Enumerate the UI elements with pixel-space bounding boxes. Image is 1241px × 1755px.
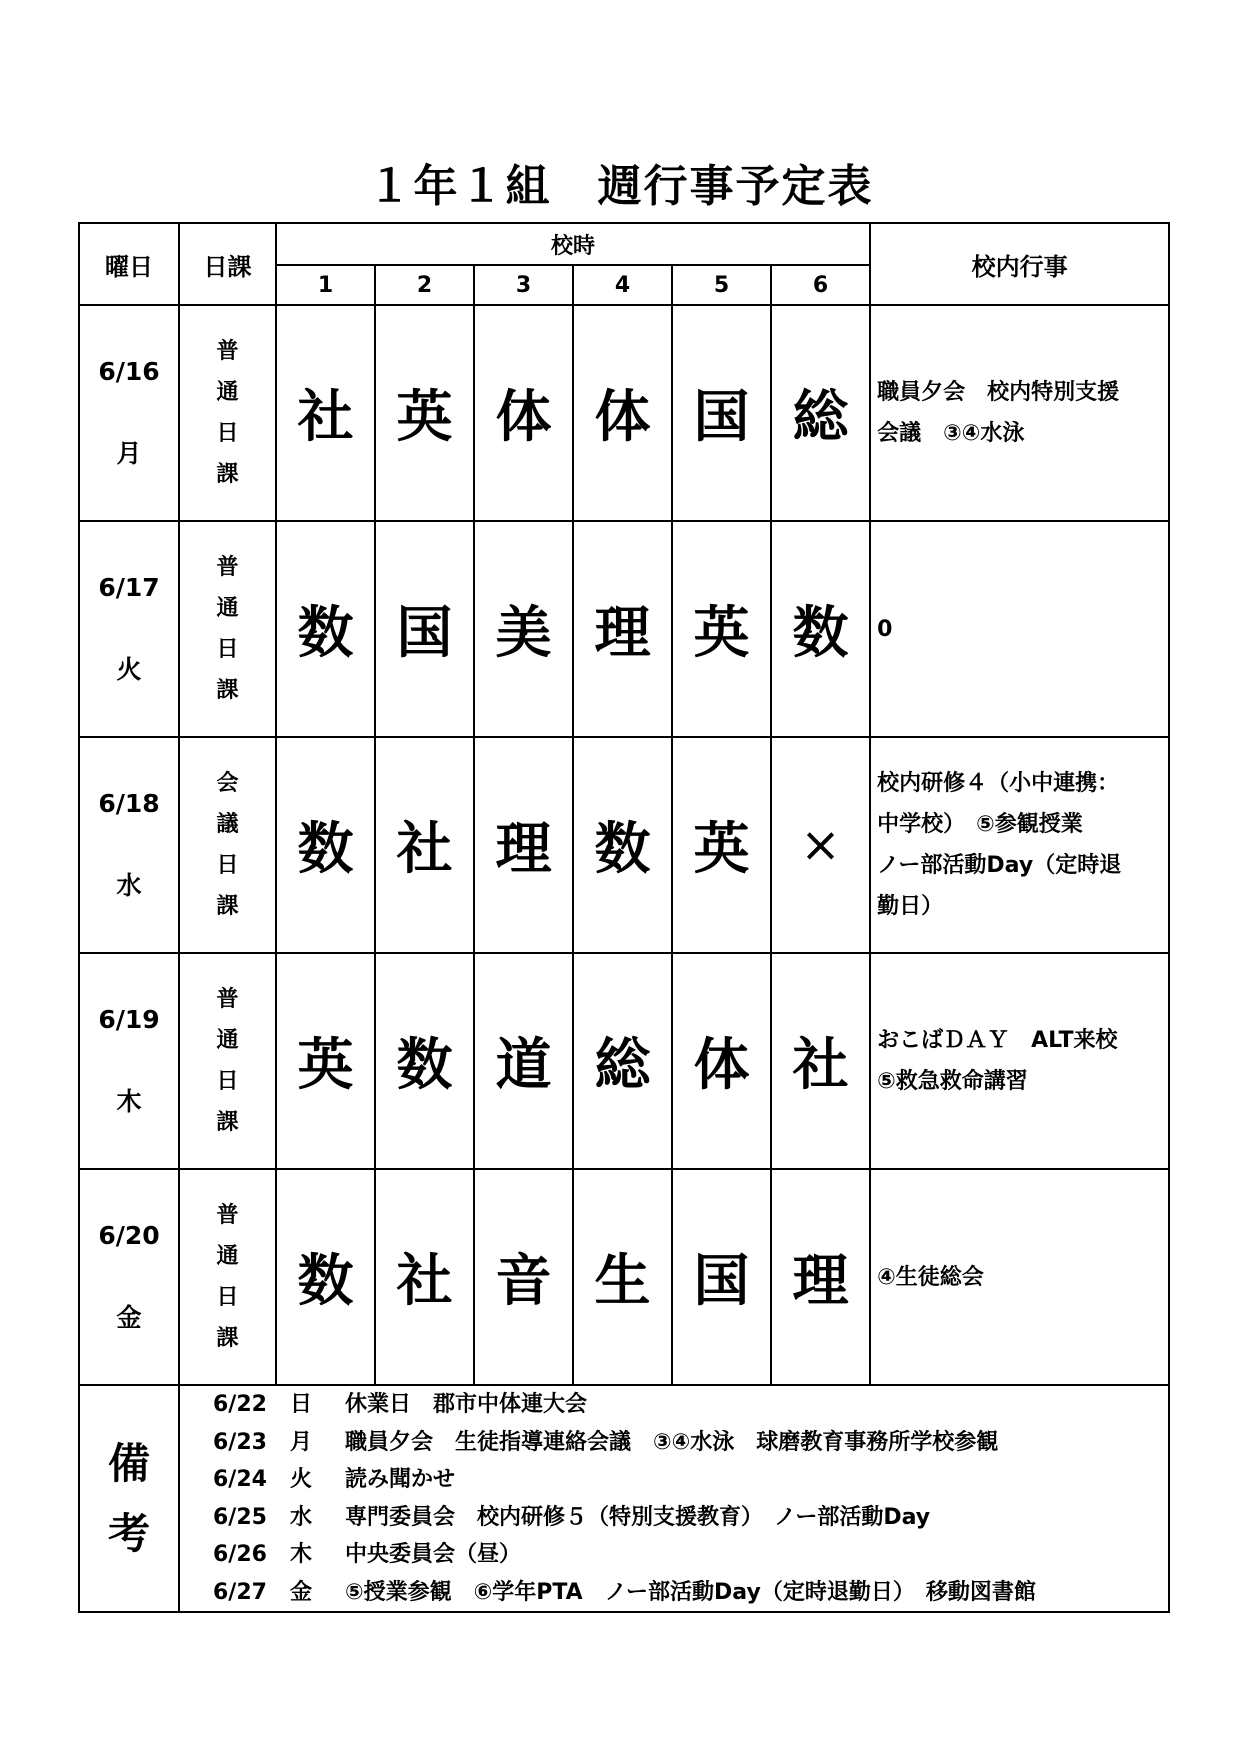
day-weekday: 火 <box>116 655 142 684</box>
day-row <box>79 521 1169 737</box>
subject-cell: 数 <box>276 1169 375 1385</box>
schedule-char: 課 <box>216 894 239 919</box>
day-date: 6/16 <box>98 357 160 386</box>
day-events <box>870 305 1169 521</box>
subject-cell: 英 <box>672 521 771 737</box>
day-schedule-type <box>179 521 276 737</box>
day-date: 6/20 <box>98 1221 160 1250</box>
subject-cell: 道 <box>474 953 573 1169</box>
header-schedule: 日課 <box>179 223 276 305</box>
note-text: 専門委員会 校内研修５（特別支援教育） ノー部活動Day <box>345 1504 931 1530</box>
header-events: 校内行事 <box>870 223 1169 305</box>
event-line: ④生徒総会 <box>877 1264 984 1290</box>
day-date-cell <box>79 737 179 953</box>
subject-cell: 体 <box>573 305 672 521</box>
subject-cell: 理 <box>771 1169 870 1385</box>
day-weekday: 水 <box>116 871 142 900</box>
note-date: 6/27 <box>213 1579 267 1605</box>
schedule-char: 日 <box>216 1069 239 1094</box>
note-date: 6/23 <box>213 1429 267 1455</box>
note-date: 6/22 <box>213 1392 267 1417</box>
schedule-char: 通 <box>216 380 239 405</box>
day-row <box>79 737 1169 953</box>
header-period-3: 3 <box>474 265 573 305</box>
day-date-cell <box>79 305 179 521</box>
day-row <box>79 305 1169 521</box>
note-item <box>180 1424 1168 1462</box>
event-line: 勤日） <box>877 894 944 919</box>
notes-label <box>79 1385 179 1612</box>
schedule-char: 通 <box>216 1028 239 1053</box>
note-date: 6/24 <box>213 1467 267 1492</box>
subject-cell: 社 <box>771 953 870 1169</box>
subject-cell: 英 <box>375 305 474 521</box>
note-date: 6/25 <box>213 1504 267 1530</box>
day-date-cell <box>79 953 179 1169</box>
subject-cell: 総 <box>573 953 672 1169</box>
subject-cell-none: × <box>771 737 870 953</box>
day-schedule-type <box>179 305 276 521</box>
weekly-schedule-table <box>78 222 1170 1613</box>
event-line: ノー部活動Day（定時退 <box>877 853 1122 878</box>
event-line: ⑤救急救命講習 <box>877 1069 1028 1094</box>
header-period-6: 6 <box>771 265 870 305</box>
event-line: おこばＤＡＹ ALT来校 <box>877 1028 1118 1053</box>
schedule-char: 普 <box>216 987 239 1012</box>
schedule-char: 通 <box>216 1244 239 1269</box>
subject-cell: 英 <box>672 737 771 953</box>
page-title: １年１組 週行事予定表 <box>367 161 874 212</box>
note-text: 休業日 郡市中体連大会 <box>345 1392 588 1417</box>
notes-label-char: 備 <box>107 1438 150 1488</box>
day-date-cell <box>79 521 179 737</box>
event-line: 職員夕会 校内特別支援 <box>877 380 1120 405</box>
subject-cell: 数 <box>573 737 672 953</box>
subject-cell: 体 <box>474 305 573 521</box>
schedule-char: 議 <box>216 812 239 837</box>
event-line: 中学校） ⑤参観授業 <box>877 812 1083 837</box>
day-row <box>79 1169 1169 1385</box>
note-text: 職員夕会 生徒指導連絡会議 ③④水泳 球磨教育事務所学校参観 <box>345 1429 999 1455</box>
day-events <box>870 1169 1169 1385</box>
note-weekday: 木 <box>290 1542 313 1567</box>
subject-cell: 国 <box>672 305 771 521</box>
subject-cell: 社 <box>276 305 375 521</box>
day-schedule-type <box>179 737 276 953</box>
notes-list <box>179 1385 1169 1612</box>
subject-cell: 社 <box>375 737 474 953</box>
subject-cell: 国 <box>375 521 474 737</box>
day-schedule-type <box>179 1169 276 1385</box>
subject-cell: 音 <box>474 1169 573 1385</box>
header-period-2: 2 <box>375 265 474 305</box>
header-periods-label: 校時 <box>276 223 870 265</box>
subject-cell: 数 <box>276 737 375 953</box>
day-date: 6/18 <box>98 789 160 818</box>
note-weekday: 火 <box>290 1467 313 1492</box>
day-schedule-type <box>179 953 276 1169</box>
note-date: 6/26 <box>213 1542 267 1567</box>
subject-cell: 数 <box>375 953 474 1169</box>
day-events <box>870 953 1169 1169</box>
day-weekday: 金 <box>116 1303 142 1332</box>
schedule-char: 普 <box>216 555 239 580</box>
note-item <box>180 1574 1168 1612</box>
header-weekday: 曜日 <box>79 223 179 305</box>
note-item <box>180 1499 1168 1537</box>
subject-cell: 体 <box>672 953 771 1169</box>
day-events <box>870 737 1169 953</box>
schedule-char: 課 <box>216 1326 239 1351</box>
day-weekday: 木 <box>116 1087 142 1116</box>
notes-label-char: 考 <box>107 1508 150 1558</box>
day-date: 6/17 <box>98 573 160 602</box>
note-text: 読み聞かせ <box>345 1467 456 1492</box>
subject-cell: 総 <box>771 305 870 521</box>
schedule-char: 日 <box>216 421 239 446</box>
day-date: 6/19 <box>98 1005 160 1034</box>
note-weekday: 月 <box>290 1429 313 1455</box>
subject-cell: 数 <box>276 521 375 737</box>
event-line: 会議 ③④水泳 <box>877 421 1025 446</box>
header-period-5: 5 <box>672 265 771 305</box>
day-events <box>870 521 1169 737</box>
notes-row <box>79 1385 1169 1612</box>
subject-cell: 生 <box>573 1169 672 1385</box>
schedule-char: 会 <box>216 771 239 796</box>
event-line: 校内研修４（小中連携： <box>877 771 1120 796</box>
schedule-char: 日 <box>216 853 239 878</box>
subject-cell: 社 <box>375 1169 474 1385</box>
day-row <box>79 953 1169 1169</box>
schedule-char: 日 <box>216 637 239 662</box>
note-item <box>180 1386 1168 1424</box>
note-item <box>180 1461 1168 1499</box>
schedule-char: 課 <box>216 1110 239 1135</box>
day-weekday: 月 <box>116 439 142 468</box>
day-date-cell <box>79 1169 179 1385</box>
subject-cell: 国 <box>672 1169 771 1385</box>
subject-cell: 美 <box>474 521 573 737</box>
note-text: ⑤授業参観 ⑥学年PTA ノー部活動Day（定時退勤日） 移動図書館 <box>345 1579 1036 1605</box>
schedule-char: 日 <box>216 1285 239 1310</box>
note-weekday: 金 <box>290 1579 313 1605</box>
schedule-char: 課 <box>216 462 239 487</box>
event-line: 0 <box>877 616 893 642</box>
note-item <box>180 1536 1168 1574</box>
header-period-1: 1 <box>276 265 375 305</box>
subject-cell: 英 <box>276 953 375 1169</box>
note-weekday: 水 <box>290 1504 313 1530</box>
subject-cell: 数 <box>771 521 870 737</box>
schedule-char: 課 <box>216 678 239 703</box>
schedule-char: 通 <box>216 596 239 621</box>
schedule-char: 普 <box>216 339 239 364</box>
note-text: 中央委員会（昼） <box>345 1542 522 1567</box>
schedule-char: 普 <box>216 1203 239 1228</box>
note-weekday: 日 <box>290 1392 313 1417</box>
subject-cell: 理 <box>474 737 573 953</box>
subject-cell: 理 <box>573 521 672 737</box>
header-period-4: 4 <box>573 265 672 305</box>
